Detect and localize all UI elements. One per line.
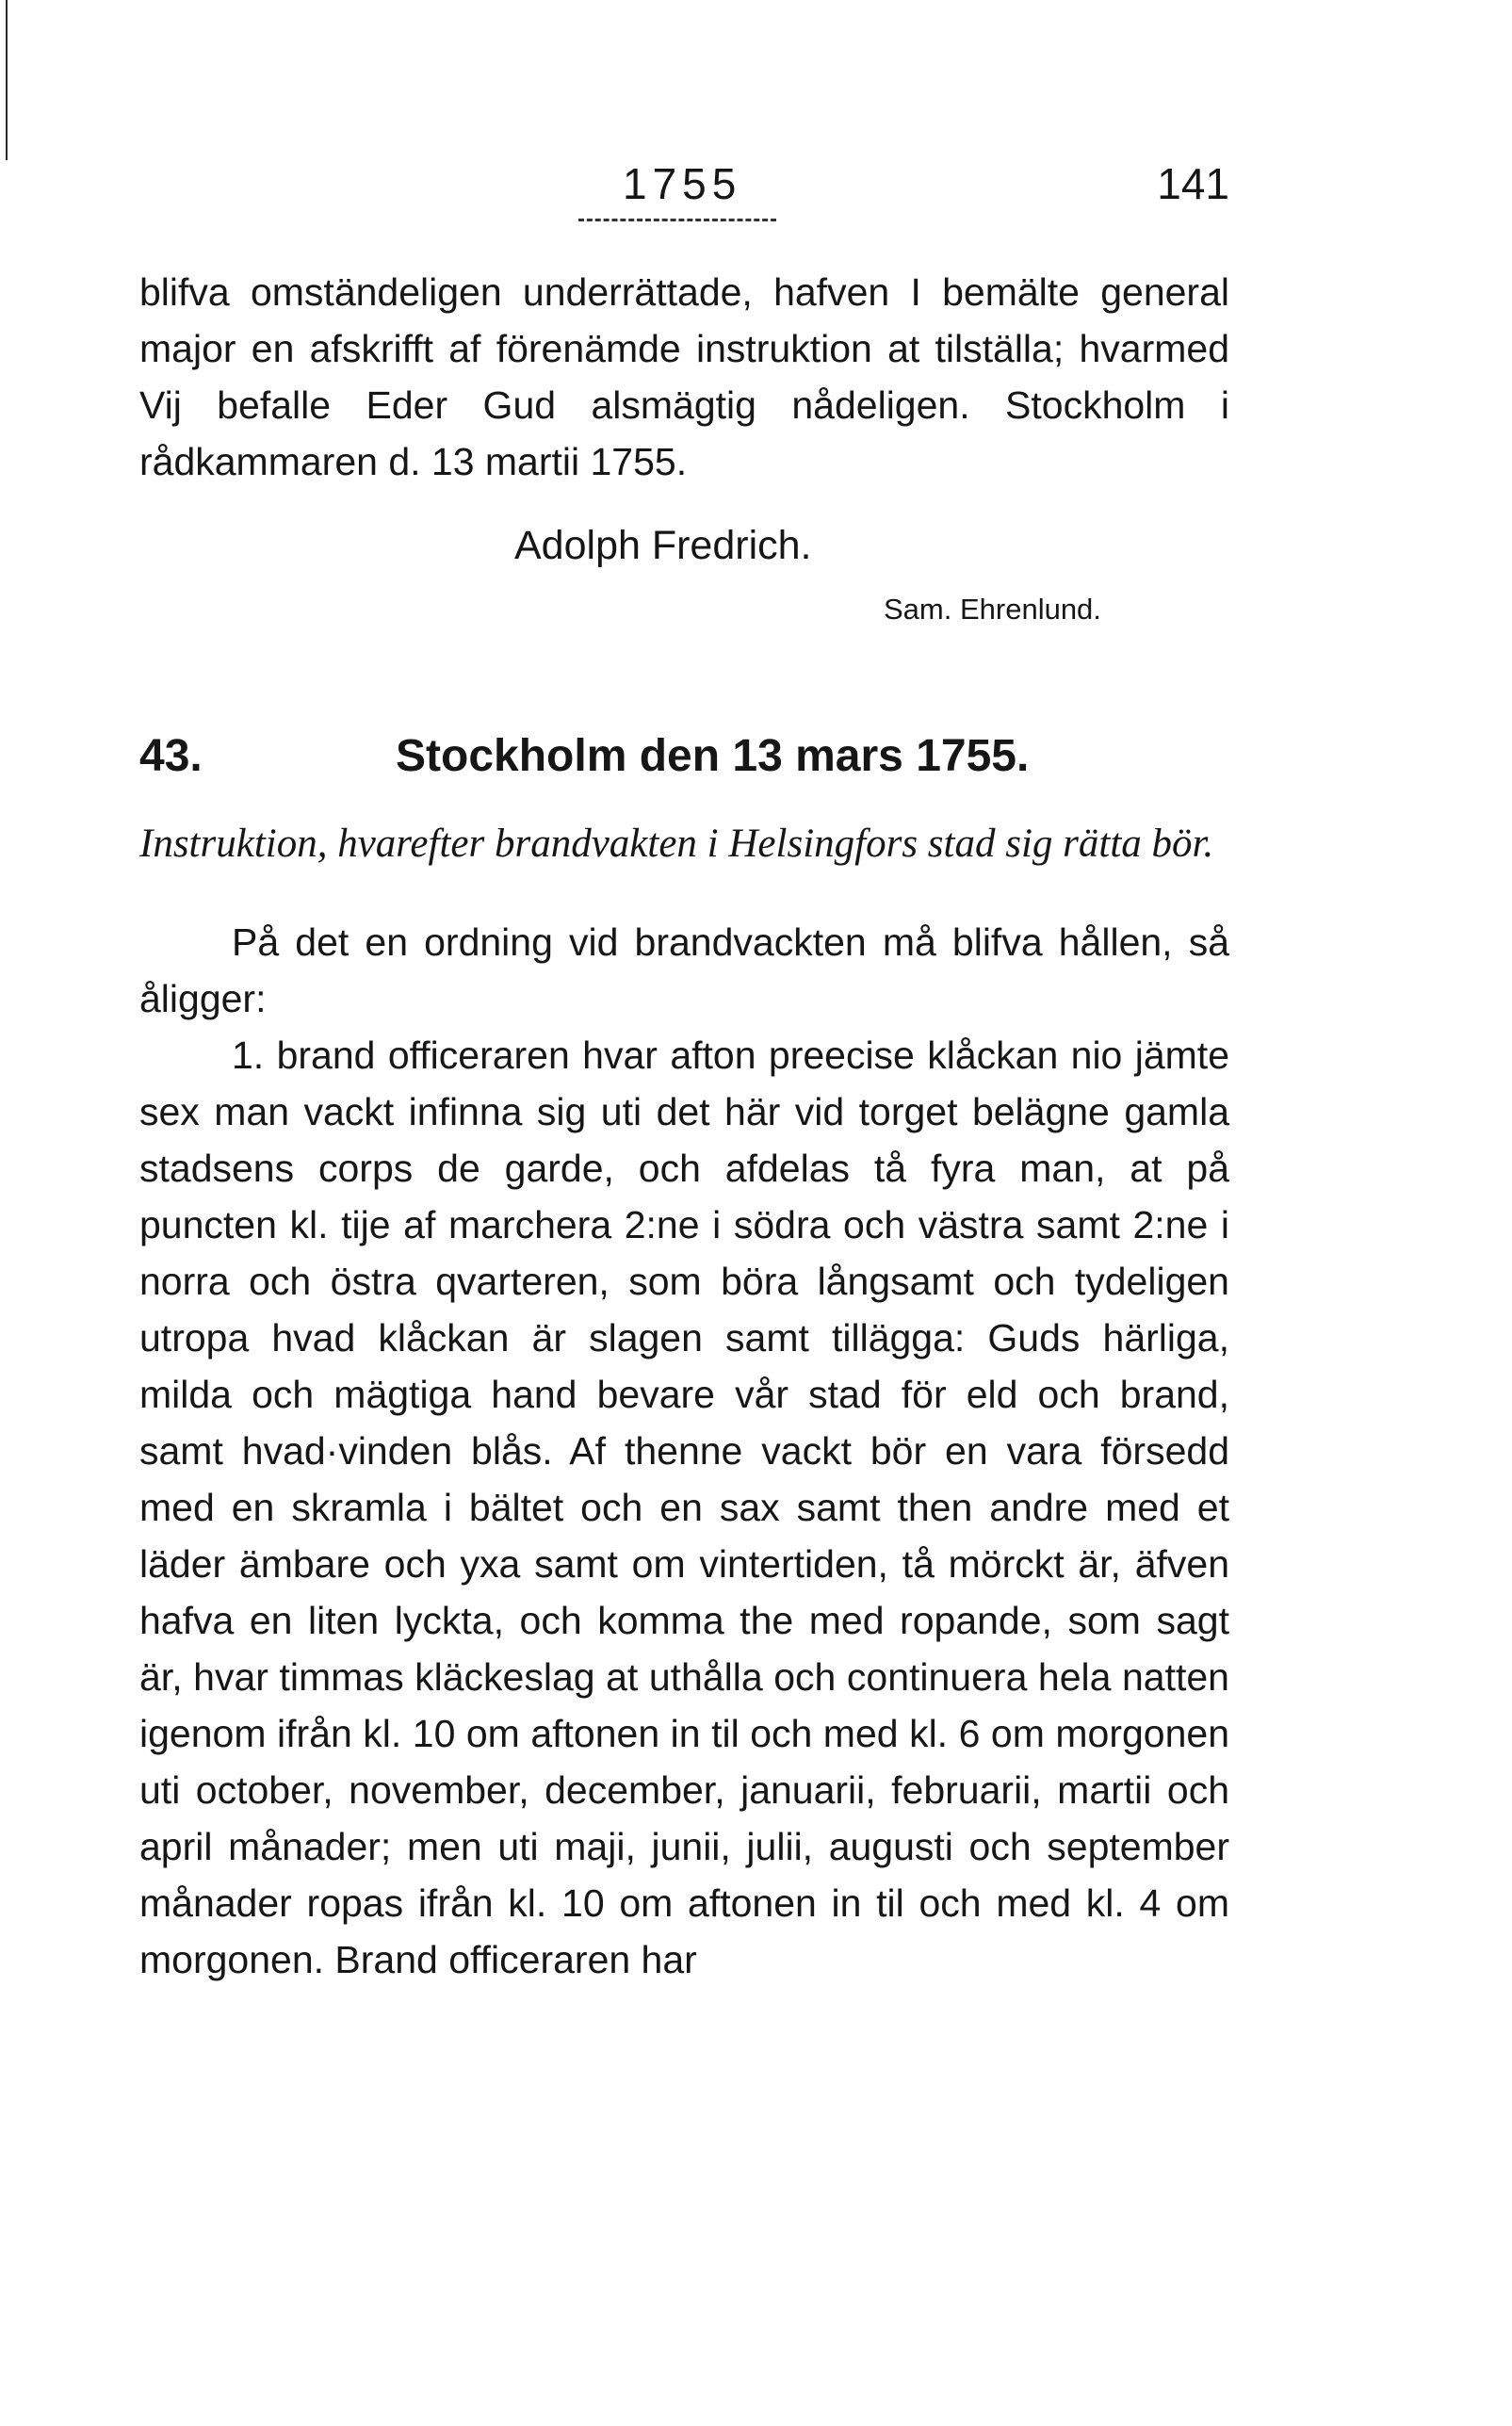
king-signature: Adolph Fredrich.	[514, 523, 812, 568]
scan-edge-line	[6, 0, 8, 160]
secretary-signature: Sam. Ehrenlund.	[884, 593, 1101, 626]
book-page	[139, 141, 1229, 1988]
running-head-rule	[578, 219, 776, 221]
page-header	[139, 141, 1229, 217]
document-subtitle: Instruktion, hvarefter brandvakten i Helsingfors stad sig rätta bör.	[139, 822, 1214, 866]
continuation-paragraph: blifva omständeligen underrättade, hafven I bemälte general major en afskrifft af förenämde instruktion at tilställa; hvarmed Vij befalle Eder Gud alsmägtig nådeligen. Stockholm i rådkammaren d. 13 martii 1755.	[139, 270, 1229, 483]
document-number: 43.	[139, 731, 203, 781]
item-1-paragraph: 1. brand officeraren hvar afton preecise klåckan nio jämte sex man vackt infinna sig uti det här vid torget belägne gamla stadsens corps de garde, och afdelas tå fyra man, at på puncten kl. tije af marchera 2:ne i södra och västra samt 2:ne i norra och östra qvarteren, som böra långsamt och tydeligen utropa hvad klåckan är slagen samt tillägga: Guds härliga, milda och mägtiga hand bevare vår stad för eld och brand, samt hvad·vinden blås. Af thenne vackt bör en vara försedd med en skramla i bältet och en sax samt then andre med et läder ämbare och yxa samt om vintertiden, tå mörckt är, äfven hafva en liten lyckta, och komma the med ropande, som sagt är, hvar timmas kläckeslag at uthålla och continuera hela natten igenom ifrån kl. 10 om aftonen in til och med kl. 6 om morgonen uti october, november, december, januarii, februarii, martii och april månader; men uti maji, junii, julii, augusti och september månader ropas ifrån kl. 10 om aftonen in til och med kl. 4 om morgonen. Brand officeraren har	[139, 1034, 1229, 1981]
document-heading	[139, 730, 1229, 787]
document-title: Stockholm den 13 mars 1755.	[396, 731, 1030, 781]
page-number: 141	[1157, 159, 1229, 208]
running-head: 1755	[623, 159, 742, 208]
intro-paragraph: På det en ordning vid brandvackten må blifva hållen, så åligger:	[139, 920, 1229, 1020]
